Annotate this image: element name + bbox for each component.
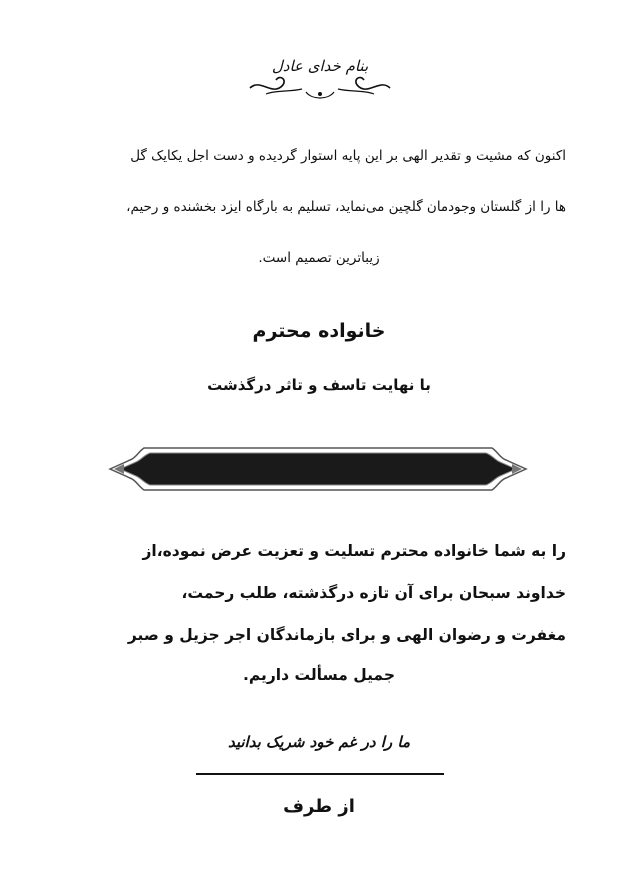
intro-line-3: زیباترین تصمیم است. [258,250,380,266]
deceased-heading: با نهایت تاسف و تاثر درگذشت [207,376,431,394]
name-frame-icon [108,438,528,500]
condolence-line-3: مغفرت و رضوان الهی و برای بازماندگان اجر جزیل و صبر [127,626,566,644]
header-title: بنام خدای عادل [271,57,369,75]
intro-line-2: ها را از گلستان وجودمان گلچین می‌نماید، تسلیم به بارگاه ایزد بخشنده و رحیم، [126,199,566,215]
signature-divider [196,773,444,775]
condolence-line-2: خداوند سبحان برای آن تازه درگذشته، طلب رحمت، [181,584,566,602]
share-grief-text: ما را در غم خود شریک بدانید [227,733,411,751]
intro-line-1: اکنون که مشیت و تقدیر الهی بر این پایه استوار گردیده و دست اجل یکایک گل [130,148,566,164]
condolence-line-4: جمیل مسألت داریم. [243,666,395,684]
from-label: از طرف [283,796,355,817]
condolence-line-1: را به شما خانواده محترم تسلیت و تعزیت عرض نموده،از [142,542,566,560]
family-heading: خانواده محترم [252,320,386,342]
